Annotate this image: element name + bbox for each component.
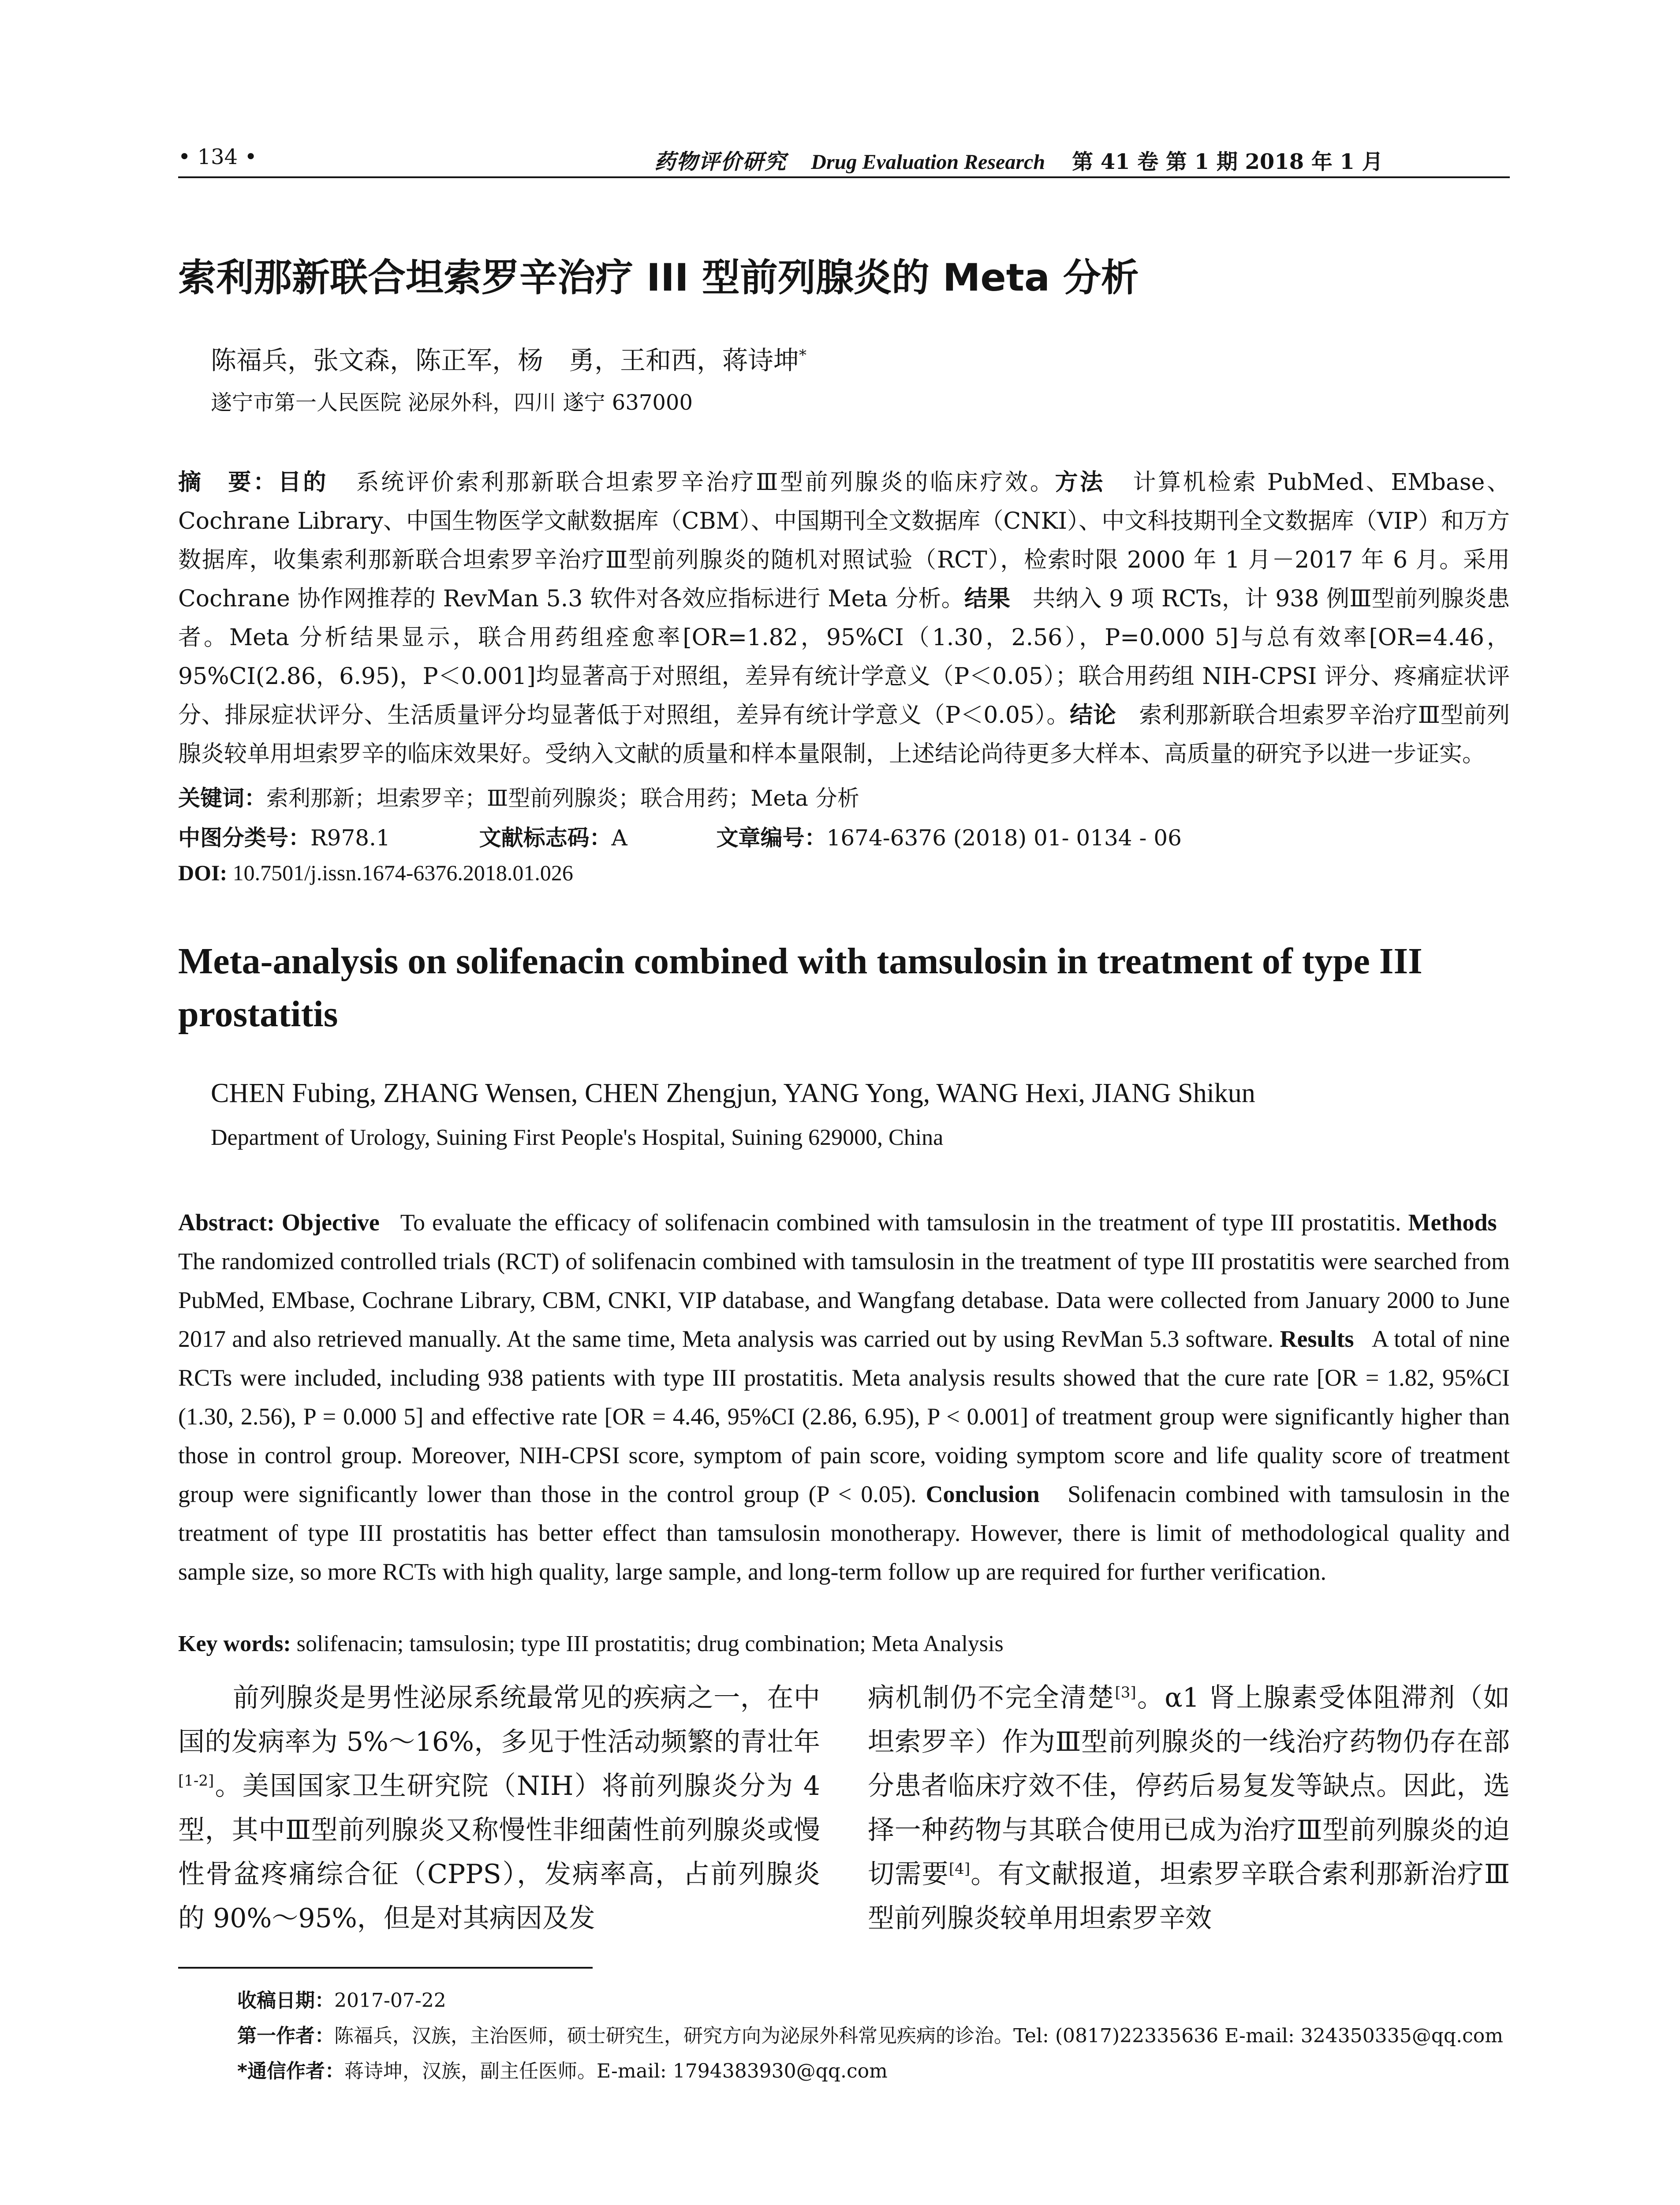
cn-conclusion-label: 结论 [1070, 702, 1116, 729]
articleno-label: 文章编号： [716, 825, 827, 851]
header-rule [178, 176, 1510, 178]
doi-value: 10.7501/j.issn.1674-6376.2018.01.026 [232, 860, 573, 885]
footnote-first-author [237, 2020, 1503, 2048]
cn-methods: 计算机检索 PubMed、EMbase、Cochrane Library、中国生物医学文献数据库（CBM）、中国期刊全文数据库（CNKI）、中文科技期刊全文数据库（VIP）和万方数据库，收集索利那新联合坦索罗辛治疗Ⅲ型前列腺炎的随机对照试验（RCT），检索时限 2000 年 1 月－2017 年 6 月。采用 Cochrane 协作网推荐的 RevMan 5.3 软件对各效应指标进行 Meta 分析。 [178, 469, 1510, 612]
en-affiliation: Department of Urology, Suining First People's Hospital, Suining 629000, China [211, 1125, 944, 1150]
journal-issue: 第 41 卷 第 1 期 2018 年 1 月 [1072, 149, 1383, 174]
footnote-rule [178, 1967, 593, 1969]
doccode-label: 文献标志码： [479, 825, 612, 851]
en-results: A total of nine RCTs were included, including 938 patients with type III prostatitis. Meta analysis results showed that the cure rate [OR = 1.82, 95%CI (1.30, 2.56), P = 0.000 5] and effective rate [OR = 4.46, 95%CI (2.86, 6.95), P < 0.001] of treatment group were significantly higher than those in control group. Moreover, NIH-CPSI score, symptom of pain score, voiding symptom score and life quality score of treatment group were significantly lower than those in the control group (P < 0.05). [178, 1326, 1510, 1507]
en-keywords-label: Key words: [178, 1631, 291, 1656]
en-results-label: Results [1280, 1326, 1354, 1352]
first-author-label: 第一作者： [237, 2025, 334, 2047]
en-title: Meta-analysis on solifenacin combined with tamsulosin in treatment of type III prostatitis [178, 941, 1422, 1035]
received-date: 2017-07-22 [334, 1989, 446, 2012]
doi-label: DOI: [178, 860, 228, 885]
en-abstract-label: Abstract: [178, 1209, 275, 1236]
cn-abstract-label: 摘 要： [178, 469, 278, 496]
received-label: 收稿日期： [237, 1989, 334, 2012]
corresponding-mark: * [799, 346, 807, 364]
body-right-text-1: 病机制仍不完全清楚 [868, 1682, 1115, 1713]
body-right-text-3: 。有文献报道，坦索罗辛联合索利那新治疗Ⅲ型前列腺炎较单用坦索罗辛效 [868, 1859, 1510, 1934]
en-abstract [178, 1203, 1510, 1591]
doi-line [178, 860, 573, 886]
cn-affiliation: 遂宁市第一人民医院 泌尿外科，四川 遂宁 637000 [211, 390, 693, 415]
cn-keywords-text: 索利那新；坦索罗辛；Ⅲ型前列腺炎；联合用药；Meta 分析 [266, 785, 859, 811]
cn-objective-label: 目的 [278, 469, 329, 496]
en-conclusion: Solifenacin combined with tamsulosin in the treatment of type III prostatitis has better effect than tamsulosin monotherapy. However, there is limit of methodological quality and sample size, so more RCTs with high quality, large sample, and long-term follow up are required for further verification. [178, 1481, 1510, 1585]
cn-classification [178, 820, 1182, 852]
cn-keywords-label: 关键词： [178, 785, 266, 811]
en-authors: CHEN Fubing, ZHANG Wensen, CHEN Zhengjun, YANG Yong, WANG Hexi, JIANG Shikun [211, 1078, 1255, 1108]
en-conclusion-label: Conclusion [926, 1481, 1040, 1507]
running-header [178, 140, 1510, 176]
en-methods: The randomized controlled trials (RCT) of solifenacin combined with tamsulosin in the treatment of type III prostatitis were searched from PubMed, EMbase, Cochrane Library, CBM, CNKI, VIP database, and Wangfang detabase. Data were collected from January 2000 to June 2017 and also retrieved manually. At the same time, Meta analysis was carried out by using RevMan 5.3 software. [178, 1248, 1510, 1352]
citation-4: [4] [948, 1860, 971, 1878]
page-number: • 134 • [178, 145, 257, 169]
journal-logo: 药物评价研究 [654, 149, 787, 174]
footnote-corresponding [237, 2055, 888, 2083]
articleno-value: 1674-6376 (2018) 01- 0134 - 06 [826, 825, 1182, 851]
cn-abstract [178, 463, 1510, 774]
en-objective: To evaluate the efficacy of solifenacin combined with tamsulosin in the treatment of type III prostatitis. [400, 1209, 1401, 1236]
body-right-column [868, 1676, 1510, 1940]
journal-title [654, 145, 1383, 175]
body-left-column [178, 1676, 820, 1940]
cn-authors-names: 陈福兵，张文森，陈正军，杨 勇，王和西，蒋诗坤 [211, 345, 799, 375]
en-methods-label: Methods [1408, 1209, 1497, 1236]
citation-3: [3] [1115, 1684, 1136, 1701]
corresponding-label: *通信作者： [237, 2060, 345, 2082]
cn-results: 共纳入 9 项 RCTs，计 938 例Ⅲ型前列腺炎患者。Meta 分析结果显示，联合用药组痊愈率[OR=1.82，95%CI（1.30，2.56），P=0.000 5]与总有效率[OR=4.46，95%CI(2.86，6.95)，P＜0.001]均显著高于对照组，差异有统计学意义（P＜0.05）；联合用药组 NIH-CPSI 评分、疼痛症状评分、排尿症状评分、生活质量评分均显著低于对照组，差异有统计学意义（P＜0.05）。 [178, 586, 1510, 729]
citation-1-2: [1-2] [178, 1772, 214, 1790]
cn-conclusion: 索利那新联合坦索罗辛治疗Ⅲ型前列腺炎较单用坦索罗辛的临床效果好。受纳入文献的质量和样本量限制，上述结论尚待更多大样本、高质量的研究予以进一步证实。 [178, 702, 1510, 767]
first-author-info: 陈福兵，汉族，主治医师，硕士研究生，研究方向为泌尿外科常见疾病的诊治。Tel: (0817)22335636 E-mail: 324350335@qq.com [334, 2025, 1503, 2047]
doccode-value: A [611, 825, 627, 851]
body-left-text-1: 前列腺炎是男性泌尿系统最常见的疾病之一，在中国的发病率为 5%～16%，多见于性活动频繁的青壮年 [178, 1682, 820, 1757]
en-keywords-text: solifenacin; tamsulosin; type III prostatitis; drug combination; Meta Analysis [296, 1631, 1004, 1656]
journal-name-en: Drug Evaluation Research [811, 150, 1045, 174]
footnote-received [237, 1984, 446, 2013]
cn-title: 索利那新联合坦索罗辛治疗 III 型前列腺炎的 Meta 分析 [178, 256, 1139, 300]
cn-objective: 系统评价索利那新联合坦索罗辛治疗Ⅲ型前列腺炎的临床疗效。 [356, 469, 1055, 496]
cn-authors [211, 340, 806, 377]
clc-label: 中图分类号： [178, 825, 310, 851]
clc-value: R978.1 [310, 825, 390, 851]
body-right-text-2: 。α1 肾上腺素受体阻滞剂（如坦索罗辛）作为Ⅲ型前列腺炎的一线治疗药物仍存在部分患者临床疗效不佳，停药后易复发等缺点。因此，选择一种药物与其联合使用已成为治疗Ⅲ型前列腺炎的迫切需要 [868, 1682, 1510, 1890]
body-left-text-2: 。美国国家卫生研究院（NIH）将前列腺炎分为 4 型，其中Ⅲ型前列腺炎又称慢性非细菌性前列腺炎或慢性骨盆疼痛综合征（CPPS），发病率高，占前列腺炎的 90%～95%，但是对其病因及发 [178, 1771, 820, 1934]
cn-results-label: 结果 [964, 586, 1011, 612]
cn-keywords [178, 781, 859, 812]
en-objective-label: Objective [281, 1209, 380, 1236]
cn-methods-label: 方法 [1055, 469, 1105, 496]
corresponding-info: 蒋诗坤，汉族，副主任医师。E-mail: 1794383930@qq.com [344, 2060, 888, 2082]
en-keywords [178, 1631, 1004, 1657]
